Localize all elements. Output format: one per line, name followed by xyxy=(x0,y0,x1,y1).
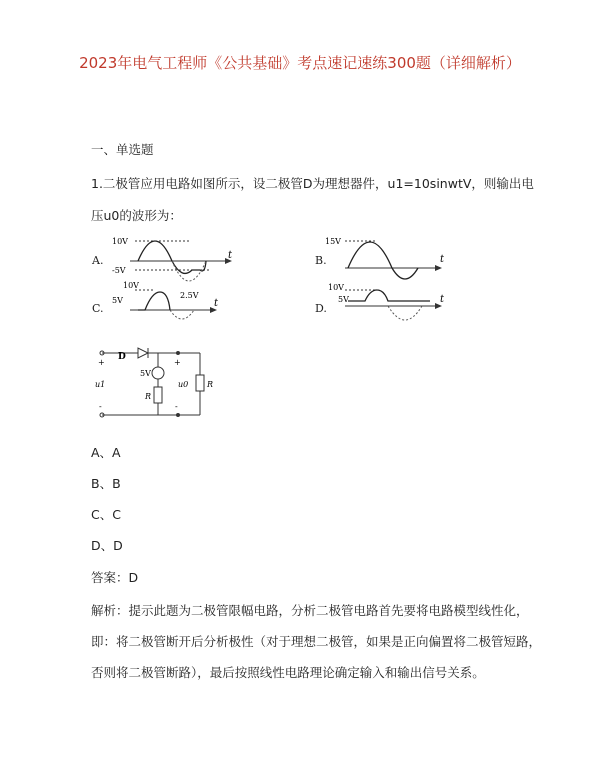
option-d-level-top: 10V xyxy=(328,283,344,292)
voltage-source-symbol xyxy=(152,367,164,379)
option-b-label: B. xyxy=(315,254,327,267)
option-b-axis-label: t xyxy=(440,254,445,265)
choice-a: A、A xyxy=(91,445,121,460)
diode-label: D xyxy=(118,352,126,362)
choice-c: C、C xyxy=(91,507,121,522)
option-c-axis-label: t xyxy=(214,298,219,309)
option-a-level-bottom: -5V xyxy=(112,266,126,275)
diode-symbol xyxy=(138,348,148,358)
resistor-left-symbol xyxy=(154,387,162,403)
answer-text: 答案：D xyxy=(91,570,139,585)
option-d-level-mid: 5V xyxy=(338,295,349,304)
option-a-waveform xyxy=(91,237,233,281)
analysis-line-3: 否则将二极管断路），最后按照线性电路理论确定输入和输出信号关系。 xyxy=(91,665,485,680)
option-b-waveform xyxy=(315,237,445,279)
option-d-waveform xyxy=(315,283,445,320)
input-minus: - xyxy=(99,402,102,411)
choice-b: B、B xyxy=(91,476,121,491)
output-plus: + xyxy=(174,358,181,367)
option-c-waveform xyxy=(92,281,219,319)
input-plus: + xyxy=(98,358,105,367)
option-a-axis-label: t xyxy=(228,250,233,261)
circuit-diagram xyxy=(90,345,220,425)
waveform-options-figure xyxy=(90,228,450,328)
section-heading: 一、单选题 xyxy=(91,142,154,157)
option-c-level-top: 10V xyxy=(123,281,139,290)
analysis-line-1: 解析：提示此题为二极管限幅电路，分析二极管电路首先要将电路模型线性化， xyxy=(91,603,529,618)
option-c-level-right: 2.5V xyxy=(180,291,199,300)
question-text-line-1: 1.二极管应用电路如图所示，设二极管D为理想器件，u1=10sinwtV，则输出电 xyxy=(91,176,534,191)
output-minus: - xyxy=(175,402,178,411)
question-text-line-2: 压u0的波形为： xyxy=(91,208,182,223)
option-c-label: C. xyxy=(92,302,104,315)
resistor-right-label: R xyxy=(207,380,214,389)
source-label: 5V xyxy=(140,369,151,378)
option-c-level-mid: 5V xyxy=(112,296,123,305)
option-a-level-top: 10V xyxy=(112,237,128,246)
option-d-label: D. xyxy=(315,302,327,315)
input-label: u1 xyxy=(95,380,106,389)
option-a-label: A. xyxy=(92,254,104,267)
document-title: 2023年电气工程师《公共基础》考点速记速练300题（详细解析） xyxy=(79,54,521,72)
choice-d: D、D xyxy=(91,538,123,553)
resistor-right-symbol xyxy=(196,375,204,391)
option-b-level-top: 15V xyxy=(325,237,341,246)
option-d-axis-label: t xyxy=(440,294,445,305)
output-label: u0 xyxy=(178,380,189,389)
resistor-left-label: R xyxy=(145,392,152,401)
analysis-line-2: 即：将二极管断开后分析极性（对于理想二极管，如果是正向偏置将二极管短路， xyxy=(91,634,542,649)
